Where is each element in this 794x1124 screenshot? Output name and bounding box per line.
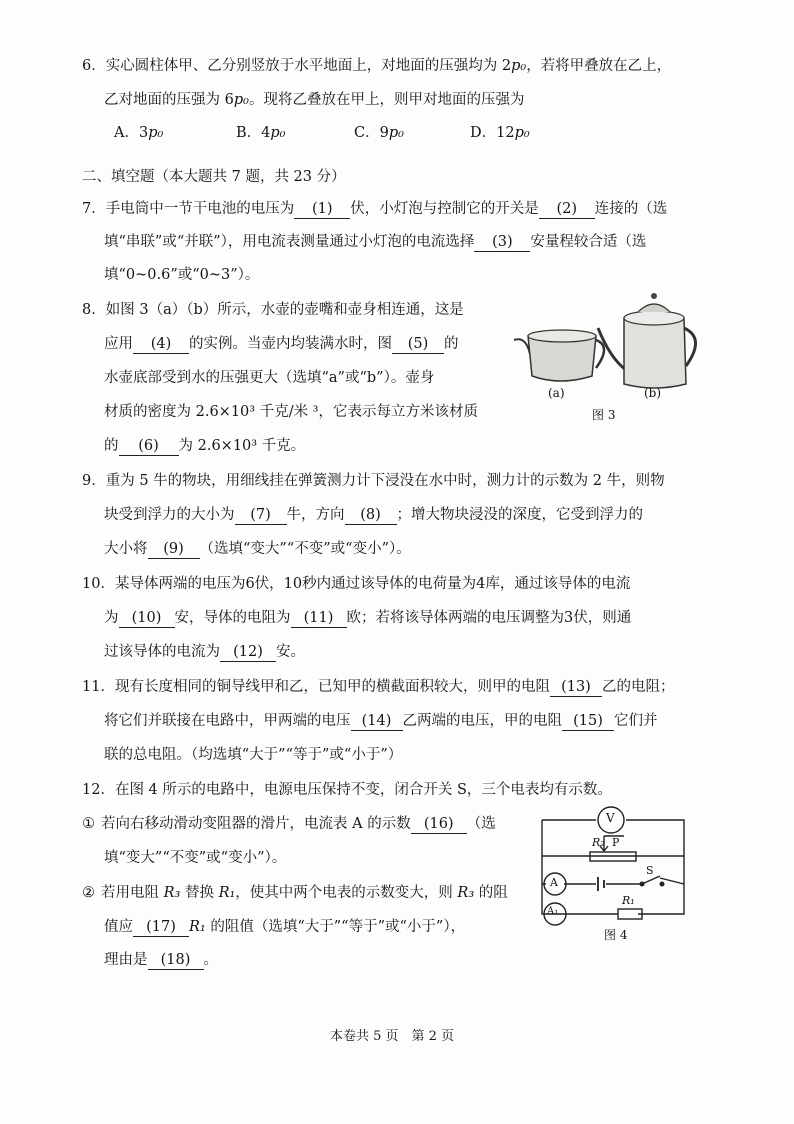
r2-label: R₂ (592, 836, 605, 849)
kettle-illustration (500, 274, 710, 424)
blank-17: (17) (133, 919, 189, 936)
blank-10: (10) (119, 610, 175, 627)
fig3-a-label: (a) (548, 386, 565, 400)
q10-number: 10． (82, 576, 115, 592)
q12-sub2-line2: 值应 (17) R₁ 的阻值（选填“大于”“等于”或“小于”）， (104, 919, 466, 935)
blank-5: (5) (392, 336, 444, 353)
blank-1: (1) (294, 201, 350, 218)
q8-line2: 应用 (4) 的实例。当壶内均装满水时，图 (5) 的 (104, 336, 459, 352)
q12-line1: 12．在图 4 所示的电路中，电源电压保持不变，闭合开关 S，三个电表均有示数。 (82, 782, 612, 798)
q11-line1: 11．现有长度相同的铜导线甲和乙，已知甲的横截面积较大，则甲的电阻 (13) 乙的电阻； (82, 679, 675, 695)
blank-14: (14) (351, 713, 403, 730)
q7-line2: 填“串联”或“并联”），用电流表测量通过小灯泡的电流选择 (3) 安量程较合适（选 (104, 234, 647, 250)
q11-line3: 联的总电阻。（均选填“大于”“等于”或“小于”） (104, 747, 403, 763)
q6-option-a: A．3p₀ (114, 125, 164, 141)
slider-p-label: P (612, 836, 620, 849)
blank-16: (16) (411, 816, 467, 833)
q6-line2: 乙对地面的压强为 6p₀。现将乙叠放在甲上，则甲对地面的压强为 (104, 92, 525, 108)
circled-2-marker: ② (82, 885, 95, 901)
q11-line2: 将它们并联接在电路中，甲两端的电压 (14) 乙两端的电压，甲的电阻 (15) 它们并 (104, 713, 658, 729)
blank-13: (13) (550, 679, 602, 696)
blank-15: (15) (562, 713, 614, 730)
q12-sub2-line3: 理由是 (18) 。 (104, 952, 218, 968)
q11-number: 11． (82, 679, 115, 695)
q6-option-d: D．12p₀ (470, 125, 530, 141)
q9-line3: 大小将 (9) （选填“变大”“不变”或“变小”）。 (104, 541, 411, 557)
voltmeter-label: V (606, 811, 615, 825)
blank-3: (3) (474, 234, 530, 251)
q8-line5: 的 (6) 为 2.6×10³ 千克。 (104, 438, 306, 454)
q9-line2: 块受到浮力的大小为 (7) 牛，方向 (8) ；增大物块浸没的深度，它受到浮力的 (104, 507, 643, 523)
q9-number: 9． (82, 473, 106, 489)
blank-4: (4) (133, 336, 189, 353)
ammeter-a1-label: A₁ (547, 906, 559, 917)
q7-line1: 7．手电筒中一节干电池的电压为 (1) 伏，小灯泡与控制它的开关是 (2) 连接的（选 (82, 201, 668, 217)
figure-3 (500, 274, 710, 424)
q10-line1: 10．某导体两端的电压为6伏，10秒内通过该导体的电荷量为4库，通过该导体的电流 (82, 576, 631, 592)
q8-line4: 材质的密度为 2.6×10³ 千克/米 ³，它表示每立方米该材质 (104, 404, 478, 420)
blank-7: (7) (235, 507, 287, 524)
blank-11: (11) (291, 610, 347, 627)
q12-sub2-line1: ② 若用电阻 R₃ 替换 R₁，使其中两个电表的示数变大，则 R₃ 的阻 (82, 885, 508, 901)
q7-number: 7． (82, 201, 106, 217)
q10-line3: 过该导体的电流为 (12) 安。 (104, 644, 305, 660)
blank-2: (2) (539, 201, 595, 218)
fig3-caption: 图 3 (592, 408, 616, 422)
q6-line1: 6．实心圆柱体甲、乙分别竖放于水平地面上，对地面的压强均为 2p₀，若将甲叠放在乙上， (82, 58, 672, 74)
switch-s-label: S (646, 864, 654, 877)
figure-4 (534, 800, 694, 950)
q6-option-b: B．4p₀ (236, 125, 286, 141)
blank-8: (8) (345, 507, 397, 524)
q12-sub1-line1: ① 若向右移动滑动变阻器的滑片，电流表 A 的示数 (16) （选 (82, 816, 496, 832)
circled-1-marker: ① (82, 816, 95, 832)
q7-line3: 填“0~0.6”或“0~3”）。 (104, 267, 260, 283)
q8-number: 8． (82, 302, 106, 318)
q12-number: 12． (82, 782, 115, 798)
blank-18: (18) (148, 952, 204, 969)
r1-label: R₁ (622, 894, 635, 907)
ammeter-a-label: A (550, 876, 558, 889)
blank-12: (12) (220, 644, 276, 661)
fig4-caption: 图 4 (604, 928, 628, 942)
section-title: 二、填空题（本大题共 7 题，共 23 分） (82, 169, 346, 185)
q8-line3: 水壶底部受到水的压强更大（选填“a”或“b”）。壶身 (104, 370, 435, 386)
q12-sub1-line2: 填“变大”“不变”或“变小”）。 (104, 850, 287, 866)
q6-number: 6． (82, 58, 106, 74)
blank-6: (6) (119, 438, 179, 455)
q8-line1: 8．如图 3（a）（b）所示，水壶的壶嘴和壶身相连通，这是 (82, 302, 464, 318)
q6-option-c: C．9p₀ (354, 125, 404, 141)
q9-line1: 9．重为 5 牛的物块，用细线挂在弹簧测力计下浸没在水中时，测力计的示数为 2 牛，则物 (82, 473, 665, 489)
blank-9: (9) (148, 541, 200, 558)
q10-line2: 为 (10) 安，导体的电阻为 (11) 欧；若将该导体两端的电压调整为3伏，则通 (104, 610, 632, 626)
fig3-b-label: (b) (644, 386, 662, 400)
page-footer: 本卷共 5 页 第 2 页 (330, 1029, 455, 1044)
